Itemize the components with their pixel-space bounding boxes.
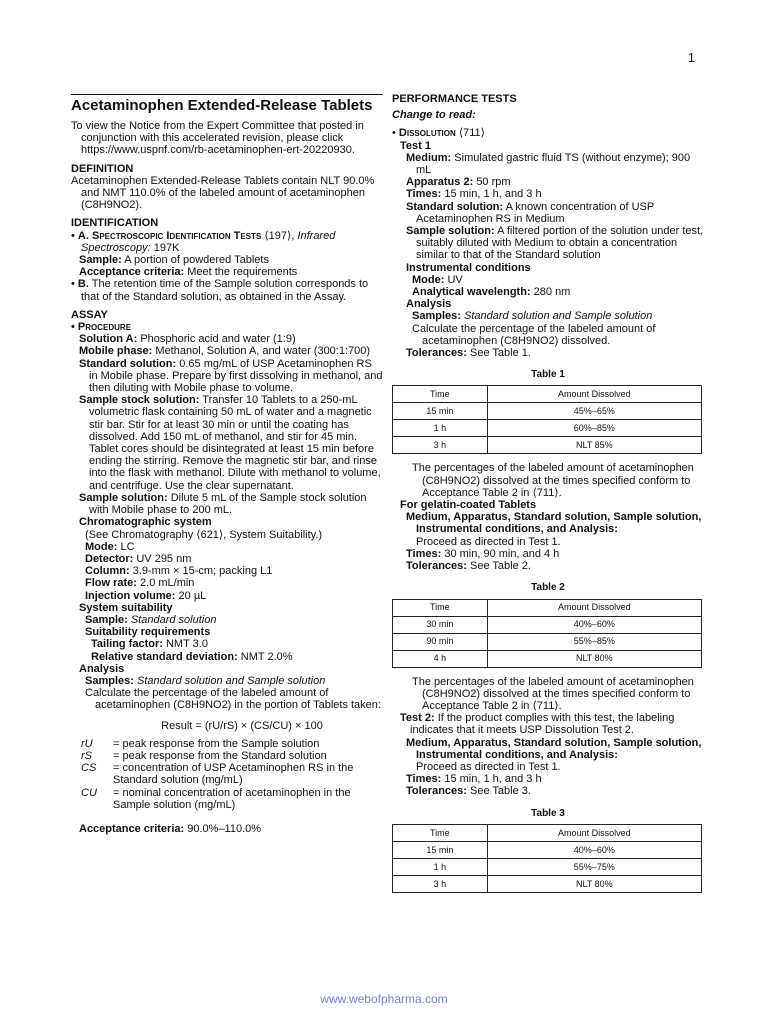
calculation-text: Calculate the percentage of the labeled amount of acetaminophen (C8H9NO2) in the portion of Tablets taken: [85,687,381,712]
table-row: 3 h NLT 80% [393,875,702,892]
table3-title: Table 3 [531,807,565,819]
suitability-requirements: Suitability requirements [85,626,211,639]
gelatin-proceed: Proceed as directed in Test 1. [416,535,561,548]
performance-heading: PERFORMANCE TESTS [392,93,517,105]
id-acceptance: Acceptance criteria: Meet the requirements [79,266,298,279]
formula-definitions [81,738,383,811]
table2 [392,599,702,668]
definition-text: = concentration of USP Acetaminophen RS in the Standard solution (mg/mL) [113,762,354,787]
right-column [392,93,704,893]
identification-b: • B. The retention time of the Sample solution corresponds to that of the Standard solution, as obtained in the Assay. [71,278,369,303]
tolerances2: Tolerances: See Table 2. [406,560,531,573]
table-row: 4 h NLT 80% [393,650,702,667]
definition-symbol: CU [81,786,97,799]
table-row: 15 min 45%–65% [393,403,702,420]
ss-sample: Sample: Standard solution [85,613,217,626]
table2-title: Table 2 [531,582,565,594]
chromatographic-system: Chromatographic system [79,516,212,529]
medium: Medium: Simulated gastric fluid TS (without enzyme); 900 mL [406,151,691,177]
system-suitability: System suitability [79,601,173,614]
after-table2: The percentages of the labeled amount of acetaminophen (C8H9NO2) dissolved at the times specified conform to Acceptance Table 2 in ⟨711⟩. [412,675,694,712]
times3: Times: 15 min, 1 h, and 3 h [406,773,542,786]
analysis-samples: Samples: Standard solution and Sample solution [85,674,326,687]
solution-a: Solution A: Phosphoric acid and water (1:9) [79,333,296,346]
definition-symbol: CS [81,762,97,775]
detector: Detector: UV 295 nm [85,552,192,565]
identification-heading: IDENTIFICATION [71,217,159,230]
gelatin-params: Medium, Apparatus, Standard solution, Sample solution, Instrumental conditions, and Analysis: [406,511,702,536]
column: Column: 3.9-mm × 15-cm; packing L1 [85,565,273,578]
table1 [392,385,702,454]
table-row: 1 h 55%–75% [393,858,702,875]
table1-col-amount: Amount Dissolved [487,386,701,403]
definition-symbol: rS [81,749,92,762]
analysis-heading: Analysis [79,662,125,675]
definition-text: = peak response from the Sample solution [113,737,320,750]
table1-col-time: Time [393,386,488,403]
definition-row [81,738,383,750]
sample-stock-solution: Sample stock solution: Transfer 10 Tablets to a 250-mL volumetric flask containing 50 mL of water and a magnetic stir bar. Stir for at least 30 min or until the coating has dissolved. Add 150 mL of methanol, and stir for 45 min. Tablet cores should be disintegrated at least 15 min before ending the stirring. Remove the magnetic stir bar, and rinse into the flask with methanol. Dilute with methanol to volume, and centrifuge. Use the clear supernatant. [79,394,381,492]
perf-standard-solution: Standard solution: A known concentration of USP Acetaminophen RS in Medium [406,200,655,225]
procedure-heading: • Procedure [71,321,132,334]
id-a-label: A. Spectroscopic Identification Tests [77,229,262,242]
change-note: Change to read: [392,109,476,122]
apparatus: Apparatus 2: 50 rpm [406,176,511,189]
gelatin-heading: For gelatin-coated Tablets [400,499,537,512]
definition-text: = peak response from the Standard solution [113,749,327,762]
definition-symbol: rU [81,737,93,750]
sample-solution: Sample solution: Dilute 5 mL of the Sample stock solution with Mobile phase to 200 mL. [79,491,367,517]
definition-row [81,750,383,762]
identification-a: • A. Spectroscopic Identification Tests ⟨197⟩, Infrared Spectroscopy: 197K [71,229,336,254]
table2-col-time: Time [393,599,488,616]
perf-analysis: Analysis [406,298,452,311]
perf-samples: Samples: Standard solution and Sample solution [412,310,653,323]
definition-text: = nominal concentration of acetaminophen in the Sample solution (mg/mL) [113,786,351,811]
test2-proceed: Proceed as directed in Test 1. [416,760,561,773]
table2-col-amount: Amount Dissolved [487,599,701,616]
mobile-phase: Mobile phase: Methanol, Solution A, and water (300:1:700) [79,345,371,358]
injection-volume: Injection volume: 20 µL [85,589,207,602]
table-row: 30 min 40%–60% [393,616,702,633]
relative-standard-deviation: Relative standard deviation: NMT 2.0% [91,650,293,663]
times: Times: 15 min, 1 h, and 3 h [406,188,542,201]
footer-link[interactable]: www.webofpharma.com [320,992,448,1006]
after-table1: The percentages of the labeled amount of acetaminophen (C8H9NO2) dissolved at the times specified conform to Acceptance Table 2 in ⟨711⟩. [412,462,694,499]
left-column [71,94,383,835]
monograph-title: Acetaminophen Extended-Release Tablets [71,94,383,115]
test1-heading: Test 1 [400,139,431,152]
definition-row [81,787,383,811]
table-row: 1 h 60%–85% [393,420,702,437]
definition-row [81,762,383,786]
dissolution-heading: • Dissolution ⟨711⟩ [392,127,485,140]
table-row: 3 h NLT 85% [393,437,702,454]
tolerances: Tolerances: See Table 1. [406,347,531,360]
id-a-code: 197K [153,241,180,254]
perf-calc: Calculate the percentage of the labeled amount of acetaminophen (C8H9NO2) dissolved. [412,322,656,347]
assay-heading: ASSAY [71,308,108,321]
table3-col-time: Time [393,824,488,841]
instrumental-conditions: Instrumental conditions [406,261,531,274]
table3 [392,824,702,893]
id-sample: Sample: A portion of powdered Tablets [79,254,269,267]
id-a-ref: ⟨197⟩, [264,229,295,242]
perf-mode: Mode: UV [412,273,463,286]
id-a-method: Infrared Spectroscopy: [81,229,336,254]
mode: Mode: LC [85,540,135,553]
chromatography-ref: (See Chromatography ⟨621⟩, System Suitability.) [85,528,323,541]
table1-title: Table 1 [531,369,565,381]
test2: Test 2: If the product complies with this test, the labeling indicates that it meets USP Dissolution Test 2. [400,712,675,737]
notice-text: To view the Notice from the Expert Committee that posted in conjunction with this accelerated revision, please click https://www.uspnf.com/rb-acetaminophen-ert-20220930. [71,120,364,157]
flow-rate: Flow rate: 2.0 mL/min [85,577,195,590]
table3-col-amount: Amount Dissolved [487,824,701,841]
definition-text: Acetaminophen Extended-Release Tablets contain NLT 90.0% and NMT 110.0% of the labeled amount of acetaminophen (C8H9NO2). [71,174,375,212]
result-formula: Result = (rU/rS) × (CS/CU) × 100 [161,719,323,732]
test2-params: Medium, Apparatus, Standard solution, Sample solution, Instrumental conditions, and Analysis: [406,736,702,761]
table-row: 15 min 40%–60% [393,841,702,858]
times2: Times: 30 min, 90 min, and 4 h [406,547,560,560]
table-row: 90 min 55%–85% [393,633,702,650]
perf-sample-solution: Sample solution: A filtered portion of the solution under test, suitably diluted with Medium to obtain a concentration similar to that of the Standard solution [406,225,704,262]
page-number: 1 [687,50,695,65]
definition-heading: DEFINITION [71,162,134,175]
tolerances3: Tolerances: See Table 3. [406,785,531,798]
assay-acceptance: Acceptance criteria: 90.0%–110.0% [79,822,262,835]
analytical-wavelength: Analytical wavelength: 280 nm [412,286,571,299]
tailing-factor: Tailing factor: NMT 3.0 [91,638,208,651]
standard-solution: Standard solution: 0.65 mg/mL of USP Acetaminophen RS in Mobile phase. Prepare by first dissolving in methanol, and then diluting with Mobile phase to volume. [79,357,383,395]
